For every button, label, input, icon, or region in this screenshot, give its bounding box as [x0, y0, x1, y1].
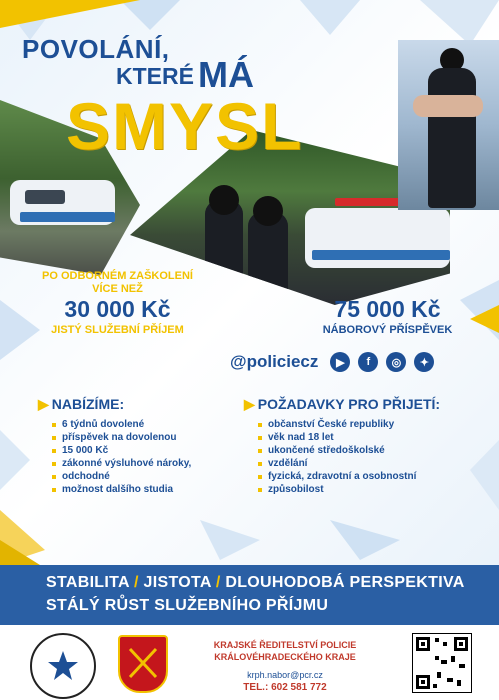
- social-row: [230, 352, 434, 372]
- offer-list-title-text: NABÍZÍME:: [51, 396, 125, 412]
- list-item: občanství České republiky: [258, 418, 416, 431]
- headline-line1: POVOLÁNÍ,: [22, 34, 170, 64]
- social-handle[interactable]: @policiecz: [230, 352, 319, 371]
- arrow-icon: ▶: [38, 396, 49, 412]
- footer-phone[interactable]: TEL.: 602 581 772: [243, 682, 327, 693]
- regional-crest-logo: [118, 635, 168, 693]
- requirements-title: [244, 396, 440, 413]
- headline-line2: KTERÉ: [116, 63, 194, 89]
- badge-emblem-icon: [32, 635, 94, 697]
- top-yellow-triangle: [0, 0, 140, 28]
- footer-org-line1: KRAJSKÉ ŘEDITELSTVÍ POLICIE: [213, 640, 357, 650]
- officer-rescue-photo: [398, 40, 499, 210]
- list-item: zákonné výsluhové nároky,: [52, 457, 191, 470]
- list-item: odchodné: [52, 470, 191, 483]
- list-item: příspěvek na dovolenou: [52, 431, 191, 444]
- list-item: věk nad 18 let: [258, 431, 416, 444]
- list-item: fyzická, zdravotní a osobnostní: [258, 470, 416, 483]
- right-yellow-triangle: [470, 305, 499, 333]
- facebook-icon[interactable]: f: [358, 352, 378, 372]
- youtube-icon[interactable]: ▶: [330, 352, 350, 372]
- offer-right-amount: 75 000 Kč: [334, 296, 441, 322]
- qr-code-icon[interactable]: [412, 633, 472, 693]
- footer-email[interactable]: krph.nabor@pcr.cz: [247, 670, 323, 680]
- qr-pattern: [413, 634, 471, 692]
- banner-line2: STÁLÝ RŮST SLUŽEBNÍHO PŘÍJMU: [46, 597, 329, 614]
- banner-word-stabilita: STABILITA: [46, 574, 130, 591]
- crest-icon: [120, 637, 166, 691]
- list-item: možnost dalšího studia: [52, 483, 191, 496]
- list-item: 15 000 Kč: [52, 444, 191, 457]
- requirements-list: [258, 418, 416, 496]
- requirements-title-text: POŽADAVKY PRO PŘIJETÍ:: [257, 396, 441, 412]
- arrow-icon: ▶: [244, 396, 255, 412]
- list-item: způsobilost: [258, 483, 416, 496]
- offer-left-caption: JISTÝ SLUŽEBNÍ PŘÍJEM: [51, 324, 184, 336]
- instagram-icon[interactable]: ◎: [386, 352, 406, 372]
- twitter-icon[interactable]: ✦: [414, 352, 434, 372]
- headline-line3: MÁ: [198, 54, 254, 95]
- offer-left-amount: 30 000 Kč: [64, 296, 171, 322]
- slash-divider: /: [134, 574, 144, 591]
- bottom-banner: [0, 565, 499, 625]
- offer-left-line2: VÍCE NEŽ: [92, 283, 143, 295]
- banner-word-perspektiva: DLOUHODOBÁ PERSPEKTIVA: [225, 574, 465, 591]
- slash-divider: /: [215, 574, 226, 591]
- list-item: ukončené středoškolské: [258, 444, 416, 457]
- footer-org-line2: KRÁLOVÉHRADECKÉHO KRAJE: [214, 652, 356, 662]
- banner-line1: [46, 574, 465, 592]
- offer-list-title: [38, 396, 124, 413]
- headline-smysl: SMYSL: [66, 89, 304, 163]
- offer-list: [52, 418, 191, 496]
- police-badge-logo: [30, 633, 96, 699]
- banner-word-jistota: JISTOTA: [143, 574, 212, 591]
- offer-right-caption: NÁBOROVÝ PŘÍSPĚVEK: [322, 324, 453, 336]
- list-item: 6 týdnů dovolené: [52, 418, 191, 431]
- list-item: vzdělání: [258, 457, 416, 470]
- offer-left-line1: PO ODBORNÉM ZAŠKOLENÍ: [42, 270, 193, 282]
